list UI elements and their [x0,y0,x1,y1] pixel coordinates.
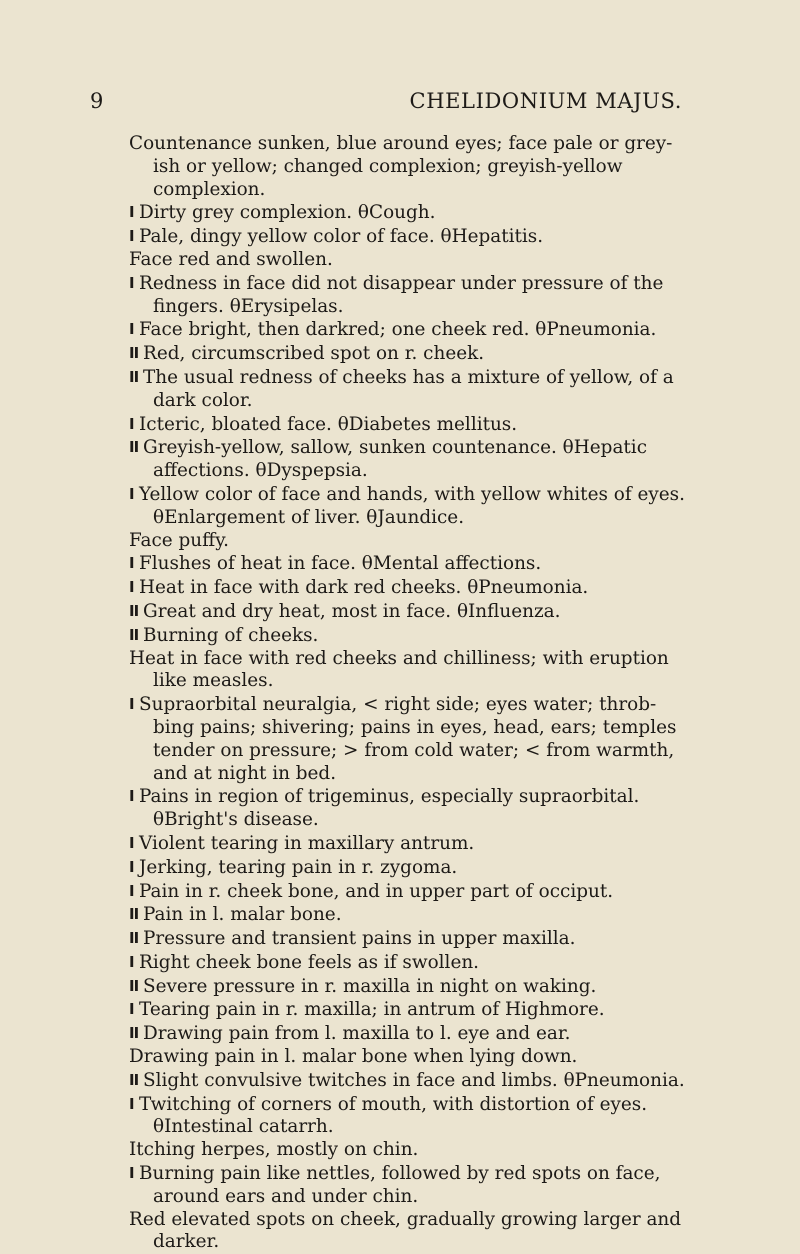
symptom-entry [129,927,689,951]
symptom-text: Drawing pain in l. malar bone when lying down. [129,1046,578,1068]
grade-marker: I [129,227,134,246]
symptom-text: Great and dry heat, most in face. θInfluenza. [143,600,561,622]
symptom-entry [129,975,689,999]
symptom-text: Dirty grey complexion. θCough. [139,202,436,224]
symptom-entry [129,624,689,648]
grade-marker: I [129,578,134,597]
symptom-entry [129,951,689,975]
symptom-entry [129,201,689,225]
grade-marker: II [129,601,139,620]
symptom-entry [129,1069,689,1093]
grade-marker: I [129,787,134,806]
symptom-entry [129,552,689,576]
symptom-text: Pain in l. malar bone. [143,904,342,926]
symptom-entry [129,436,689,483]
grade-marker: I [129,203,134,222]
symptom-entry [129,856,689,880]
symptom-text: The usual redness of cheeks has a mixture of yellow, of a dark color. [143,366,674,411]
symptom-text: Icteric, bloated face. θDiabetes mellitus. [139,413,518,435]
symptom-entry [129,225,689,249]
grade-marker: I [129,857,134,876]
grade-marker: I [129,695,134,714]
symptom-text: Face bright, then darkred; one cheek red. θPneumonia. [139,319,657,341]
symptom-text: Heat in face with red cheeks and chilliness; with eruption like measles. [129,647,669,692]
page-header [90,89,682,119]
grade-marker: I [129,881,134,900]
symptom-text: Pale, dingy yellow color of face. θHepatitis. [139,226,544,248]
symptom-text: Severe pressure in r. maxilla in night on waking. [143,975,597,997]
grade-marker: I [129,833,134,852]
symptom-text: Countenance sunken, blue around eyes; face pale or greyish or yellow; changed complexion; greyish-yellow complexion. [129,133,673,200]
symptom-text: Heat in face with dark red cheeks. θPneumonia. [139,577,589,599]
grade-marker: I [129,414,134,433]
grade-marker: II [129,976,139,995]
symptom-text: Red, circumscribed spot on r. cheek. [143,343,485,365]
symptom-text: Twitching of corners of mouth, with distortion of eyes. θIntestinal catarrh. [139,1093,648,1138]
symptom-text: Pain in r. cheek bone, and in upper part of occiput. [139,880,614,902]
grade-marker: I [129,1164,134,1183]
symptom-entry [129,483,689,530]
symptom-text: Right cheek bone feels as if swollen. [139,951,480,973]
grade-marker: II [129,625,139,644]
symptom-entry [129,1209,689,1254]
symptom-entry [129,648,689,694]
symptom-text: Violent tearing in maxillary antrum. [139,832,475,854]
grade-marker: II [129,929,139,948]
page-number: 9 [90,89,104,113]
symptom-text: Tearing pain in r. maxilla; in antrum of Highmore. [139,999,605,1021]
symptom-entry [129,366,689,413]
symptom-list [129,133,689,1254]
symptom-entry [129,880,689,904]
grade-marker: II [129,438,139,457]
symptom-entry [129,693,689,785]
running-title: CHELIDONIUM MAJUS. [409,89,682,113]
symptom-text: Burning of cheeks. [143,624,319,646]
symptom-entry [129,600,689,624]
symptom-text: Slight convulsive twitches in face and limbs. θPneumonia. [143,1069,685,1091]
symptom-entry [129,1093,689,1140]
symptom-entry [129,318,689,342]
symptom-text: Redness in face did not disappear under pressure of the fingers. θErysipelas. [139,272,664,317]
grade-marker: I [129,952,134,971]
symptom-text: Red elevated spots on cheek, gradually growing larger and darker. [129,1208,682,1253]
symptom-entry [129,249,689,272]
grade-marker: II [129,905,139,924]
symptom-text: Yellow color of face and hands, with yellow whites of eyes. θEnlargement of liver. θJaundice. [139,483,685,528]
symptom-entry [129,832,689,856]
symptom-text: Flushes of heat in face. θMental affections. [139,553,542,575]
symptom-entry [129,413,689,437]
symptom-text: Pains in region of trigeminus, especially supraorbital. θBright's disease. [139,786,640,831]
grade-marker: I [129,484,134,503]
symptom-entry [129,133,689,201]
symptom-entry [129,1162,689,1209]
grade-marker: I [129,1000,134,1019]
symptom-entry [129,998,689,1022]
grade-marker: I [129,1094,134,1113]
symptom-entry [129,530,689,553]
grade-marker: II [129,1070,139,1089]
symptom-text: Burning pain like nettles, followed by red spots on face, around ears and under chin. [139,1163,661,1207]
symptom-text: Greyish-yellow, sallow, sunken countenance. θHepatic affections. θDyspepsia. [143,437,647,482]
symptom-text: Supraorbital neuralgia, < right side; eyes water; throbbing pains; shivering; pains in eyes, head, ears; temples tender on pressure; > from cold water; < from warmth, and at night in bed. [139,694,677,784]
symptom-text: Jerking, tearing pain in r. zygoma. [139,856,458,878]
symptom-entry [129,785,689,832]
symptom-entry [129,342,689,366]
grade-marker: II [129,367,139,386]
symptom-entry [129,1046,689,1069]
symptom-text: Drawing pain from l. maxilla to l. eye and ear. [143,1023,571,1045]
grade-marker: I [129,554,134,573]
symptom-entry [129,272,689,319]
symptom-entry [129,1139,689,1162]
grade-marker: I [129,273,134,292]
symptom-text: Face red and swollen. [129,248,333,270]
symptom-entry [129,576,689,600]
grade-marker: II [129,1024,139,1043]
symptom-entry [129,1022,689,1046]
symptom-text: Pressure and transient pains in upper maxilla. [143,928,576,950]
grade-marker: I [129,320,134,339]
grade-marker: II [129,344,139,363]
symptom-text: Itching herpes, mostly on chin. [129,1139,419,1161]
symptom-entry [129,903,689,927]
symptom-text: Face puffy. [129,529,229,551]
